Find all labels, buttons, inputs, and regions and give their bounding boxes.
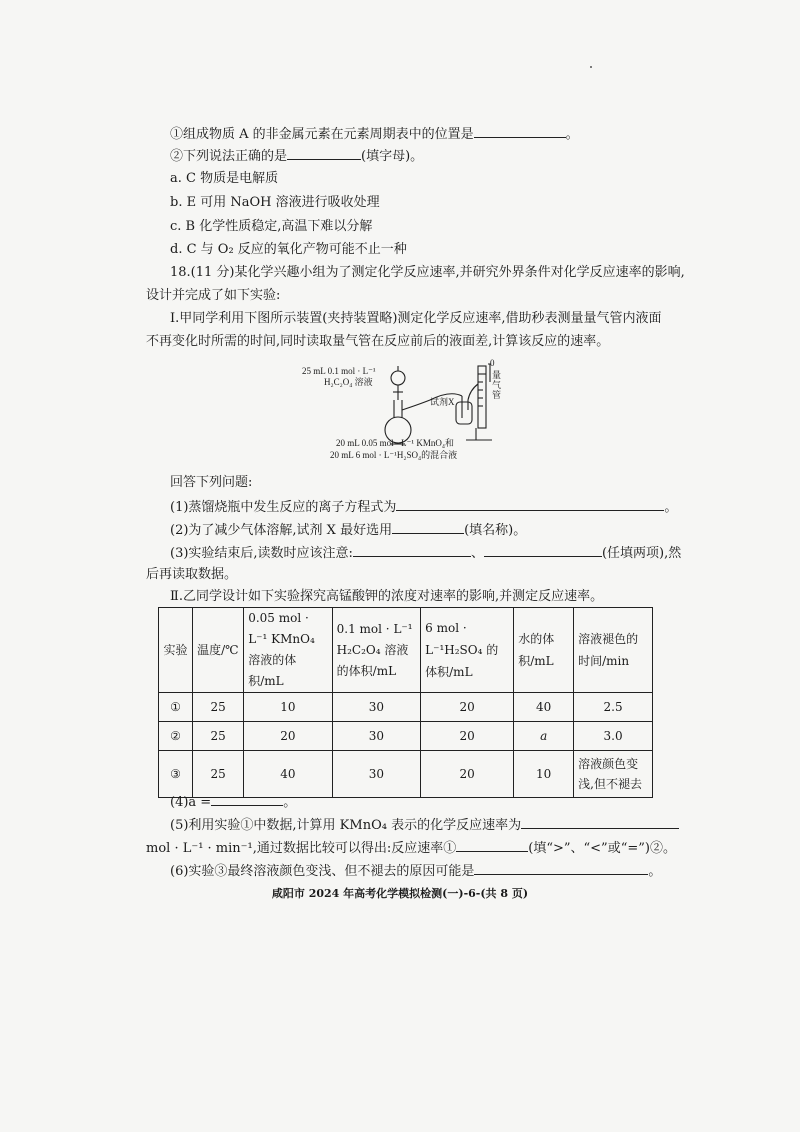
q17-sub1-blank[interactable] [474, 124, 566, 138]
cell: ② [159, 722, 193, 751]
scan-speck [590, 66, 592, 68]
q18-q5-line-2: mol · L⁻¹ · min⁻¹,通过数据比较可以得出:反应速率① (填“>”、“<”或“=”)②。 [146, 838, 676, 858]
cell: 10 [244, 693, 332, 722]
page-footer: 咸阳市 2024 年高考化学模拟检测(一)-6-(共 8 页) [271, 887, 529, 900]
cell: 40 [244, 751, 332, 798]
q18-q3-cont: 后再读取数据。 [146, 567, 238, 582]
cell: 25 [193, 722, 244, 751]
q6-answer-blank[interactable] [474, 861, 648, 875]
q5-rate-blank[interactable] [521, 815, 679, 829]
cell: 20 [421, 751, 514, 798]
header-time: 溶液褪色的时间/min [574, 608, 653, 693]
q17-sub2-text: ②下列说法正确的是 [170, 149, 288, 164]
q17-sub2-line: ②下列说法正确的是 (填字母)。 [170, 146, 423, 166]
cell: ① [159, 693, 193, 722]
table-header-row [159, 608, 653, 693]
answer-intro: 回答下列问题: [170, 475, 253, 490]
cell: 30 [332, 693, 420, 722]
q1-answer-blank[interactable] [396, 497, 664, 511]
header-kmno4: 0.05 mol · L⁻¹ KMnO₄ 溶液的体积/mL [244, 608, 332, 693]
cell: 30 [332, 751, 420, 798]
cell: 25 [193, 693, 244, 722]
q18-q4-line: (4)a = 。 [170, 792, 296, 812]
q4-answer-blank[interactable] [211, 792, 283, 806]
q2-answer-blank[interactable] [392, 520, 464, 534]
q17-option-d: d. C 与 O₂ 反应的氧化产物可能不止一种 [170, 242, 407, 257]
q3-answer-blank-1[interactable] [353, 543, 471, 557]
q18-part2: Ⅱ.乙同学设计如下实验探究高锰酸钾的浓度对速率的影响,并测定反应速率。 [170, 589, 604, 604]
cell: ③ [159, 751, 193, 798]
header-water: 水的体积/mL [514, 608, 574, 693]
q18-q5-line-1: (5)利用实验①中数据,计算用 KMnO₄ 表示的化学反应速率为 [170, 815, 679, 835]
flask-label-1: 20 mL 0.05 mol · L⁻¹ KMnO₄和 [336, 438, 454, 448]
q18-part1-b: 不再变化时所需的时间,同时读取量气管在反应前后的液面差,计算该反应的速率。 [146, 334, 610, 349]
q17-sub2-blank[interactable] [287, 146, 361, 160]
cell: 2.5 [574, 693, 653, 722]
q17-sub1-line: ①组成物质 A 的非金属元素在元素周期表中的位置是 。 [170, 124, 579, 144]
q18-intro-1: 18.(11 分)某化学兴趣小组为了测定化学反应速率,并研究外界条件对化学反应速率的影响, [170, 265, 685, 280]
gas-tube-label: 量气管 [492, 370, 502, 400]
q17-option-c: c. B 化学性质稳定,高温下难以分解 [170, 219, 373, 234]
header-temperature: 温度/℃ [193, 608, 244, 693]
funnel-label-1: 25 mL 0.1 mol · L⁻¹ [302, 366, 376, 376]
table-row [159, 693, 653, 722]
q18-part1-a: Ⅰ.甲同学利用下图所示装置(夹持装置略)测定化学反应速率,借助秒表测量量气管内液面 [170, 311, 662, 326]
cell: 20 [421, 722, 514, 751]
cell: 溶液颜色变浅,但不褪去 [574, 751, 653, 798]
table-row [159, 722, 653, 751]
cell: 20 [244, 722, 332, 751]
funnel-label-2: H₂C₂O₄ 溶液 [324, 377, 373, 387]
q18-q6-line: (6)实验③最终溶液颜色变浅、但不褪去的原因可能是 。 [170, 861, 661, 881]
cell: 25 [193, 751, 244, 798]
q17-option-a: a. C 物质是电解质 [170, 171, 279, 186]
header-experiment: 实验 [159, 608, 193, 693]
cell: a [514, 722, 574, 751]
q5-compare-blank[interactable] [456, 838, 528, 852]
tube-zero-label: 0 [490, 358, 495, 368]
q17-sub1-text: ①组成物质 A 的非金属元素在元素周期表中的位置是 [170, 127, 474, 142]
q17-option-b: b. E 可用 NaOH 溶液进行吸收处理 [170, 195, 380, 210]
cell: 10 [514, 751, 574, 798]
q18-q3-line: (3)实验结束后,读数时应该注意: 、 (任填两项),然 [170, 543, 681, 563]
cell: 3.0 [574, 722, 653, 751]
header-h2so4: 6 mol · L⁻¹H₂SO₄ 的体积/mL [421, 608, 514, 693]
cell: 30 [332, 722, 420, 751]
q18-q2-line: (2)为了减少气体溶解,试剂 X 最好选用 (填名称)。 [170, 520, 526, 540]
table-row [159, 751, 653, 798]
q3-answer-blank-2[interactable] [484, 543, 602, 557]
reagent-x-label: 试剂X [430, 397, 455, 407]
apparatus-diagram [300, 360, 500, 470]
header-h2c2o4: 0.1 mol · L⁻¹ H₂C₂O₄ 溶液的体积/mL [332, 608, 420, 693]
q18-intro-2: 设计并完成了如下实验: [146, 288, 281, 303]
flask-label-2: 20 mL 6 mol · L⁻¹H₂SO₄的混合液 [330, 450, 458, 460]
q18-q1-line: (1)蒸馏烧瓶中发生反应的离子方程式为 。 [170, 497, 677, 517]
cell: 20 [421, 693, 514, 722]
cell: 40 [514, 693, 574, 722]
experiment-table [158, 607, 653, 798]
